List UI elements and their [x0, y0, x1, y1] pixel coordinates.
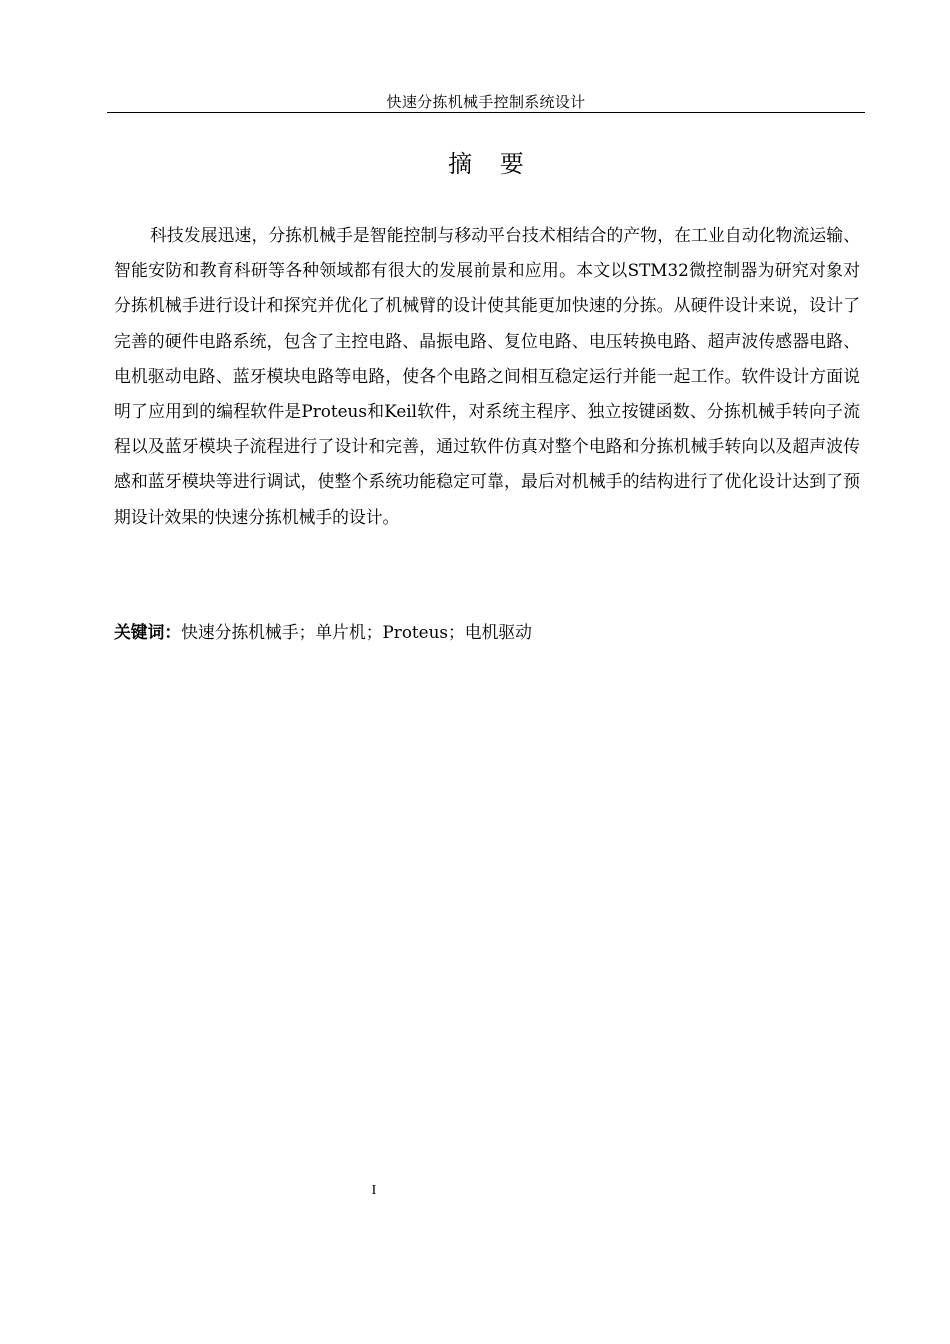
abstract-title: 摘 要 — [448, 150, 534, 178]
running-header: 快速分拣机械手控制系统设计 — [386, 93, 586, 111]
keywords-text: 快速分拣机械手；单片机；Proteus；电机驱动 — [181, 622, 532, 642]
abstract-paragraph: 科技发展迅速，分拣机械手是智能控制与移动平台技术相结合的产物，在工业自动化物流运输、智能安防和教育科研等各种领域都有很大的发展前景和应用。本文以STM32微控制器为研究对象对分拣机械手进行设计和探究并优化了机械臂的设计使其能更加快速的分拣。从硬件设计来说，设计了完善的硬件电路系统，包含了主控电路、晶振电路、复位电路、电压转换电路、超声波传感器电路、电机驱动电路、蓝牙模块电路等电路，使各个电路之间相互稳定运行并能一起工作。软件设计方面说明了应用到的编程软件是Proteus和Keil软件，对系统主程序、独立按键函数、分拣机械手转向子流程以及蓝牙模块子流程进行了设计和完善，通过软件仿真对整个电路和分拣机械手转向以及超声波传感和蓝牙模块等进行调试，使整个系统功能稳定可靠，最后对机械手的结构进行了优化设计达到了预期设计效果的快速分拣机械手的设计。 — [114, 225, 860, 527]
keywords-line — [114, 616, 860, 648]
page-number: I — [371, 1183, 377, 1198]
keywords-label: 关键词： — [114, 622, 182, 642]
header-divider — [107, 112, 865, 113]
